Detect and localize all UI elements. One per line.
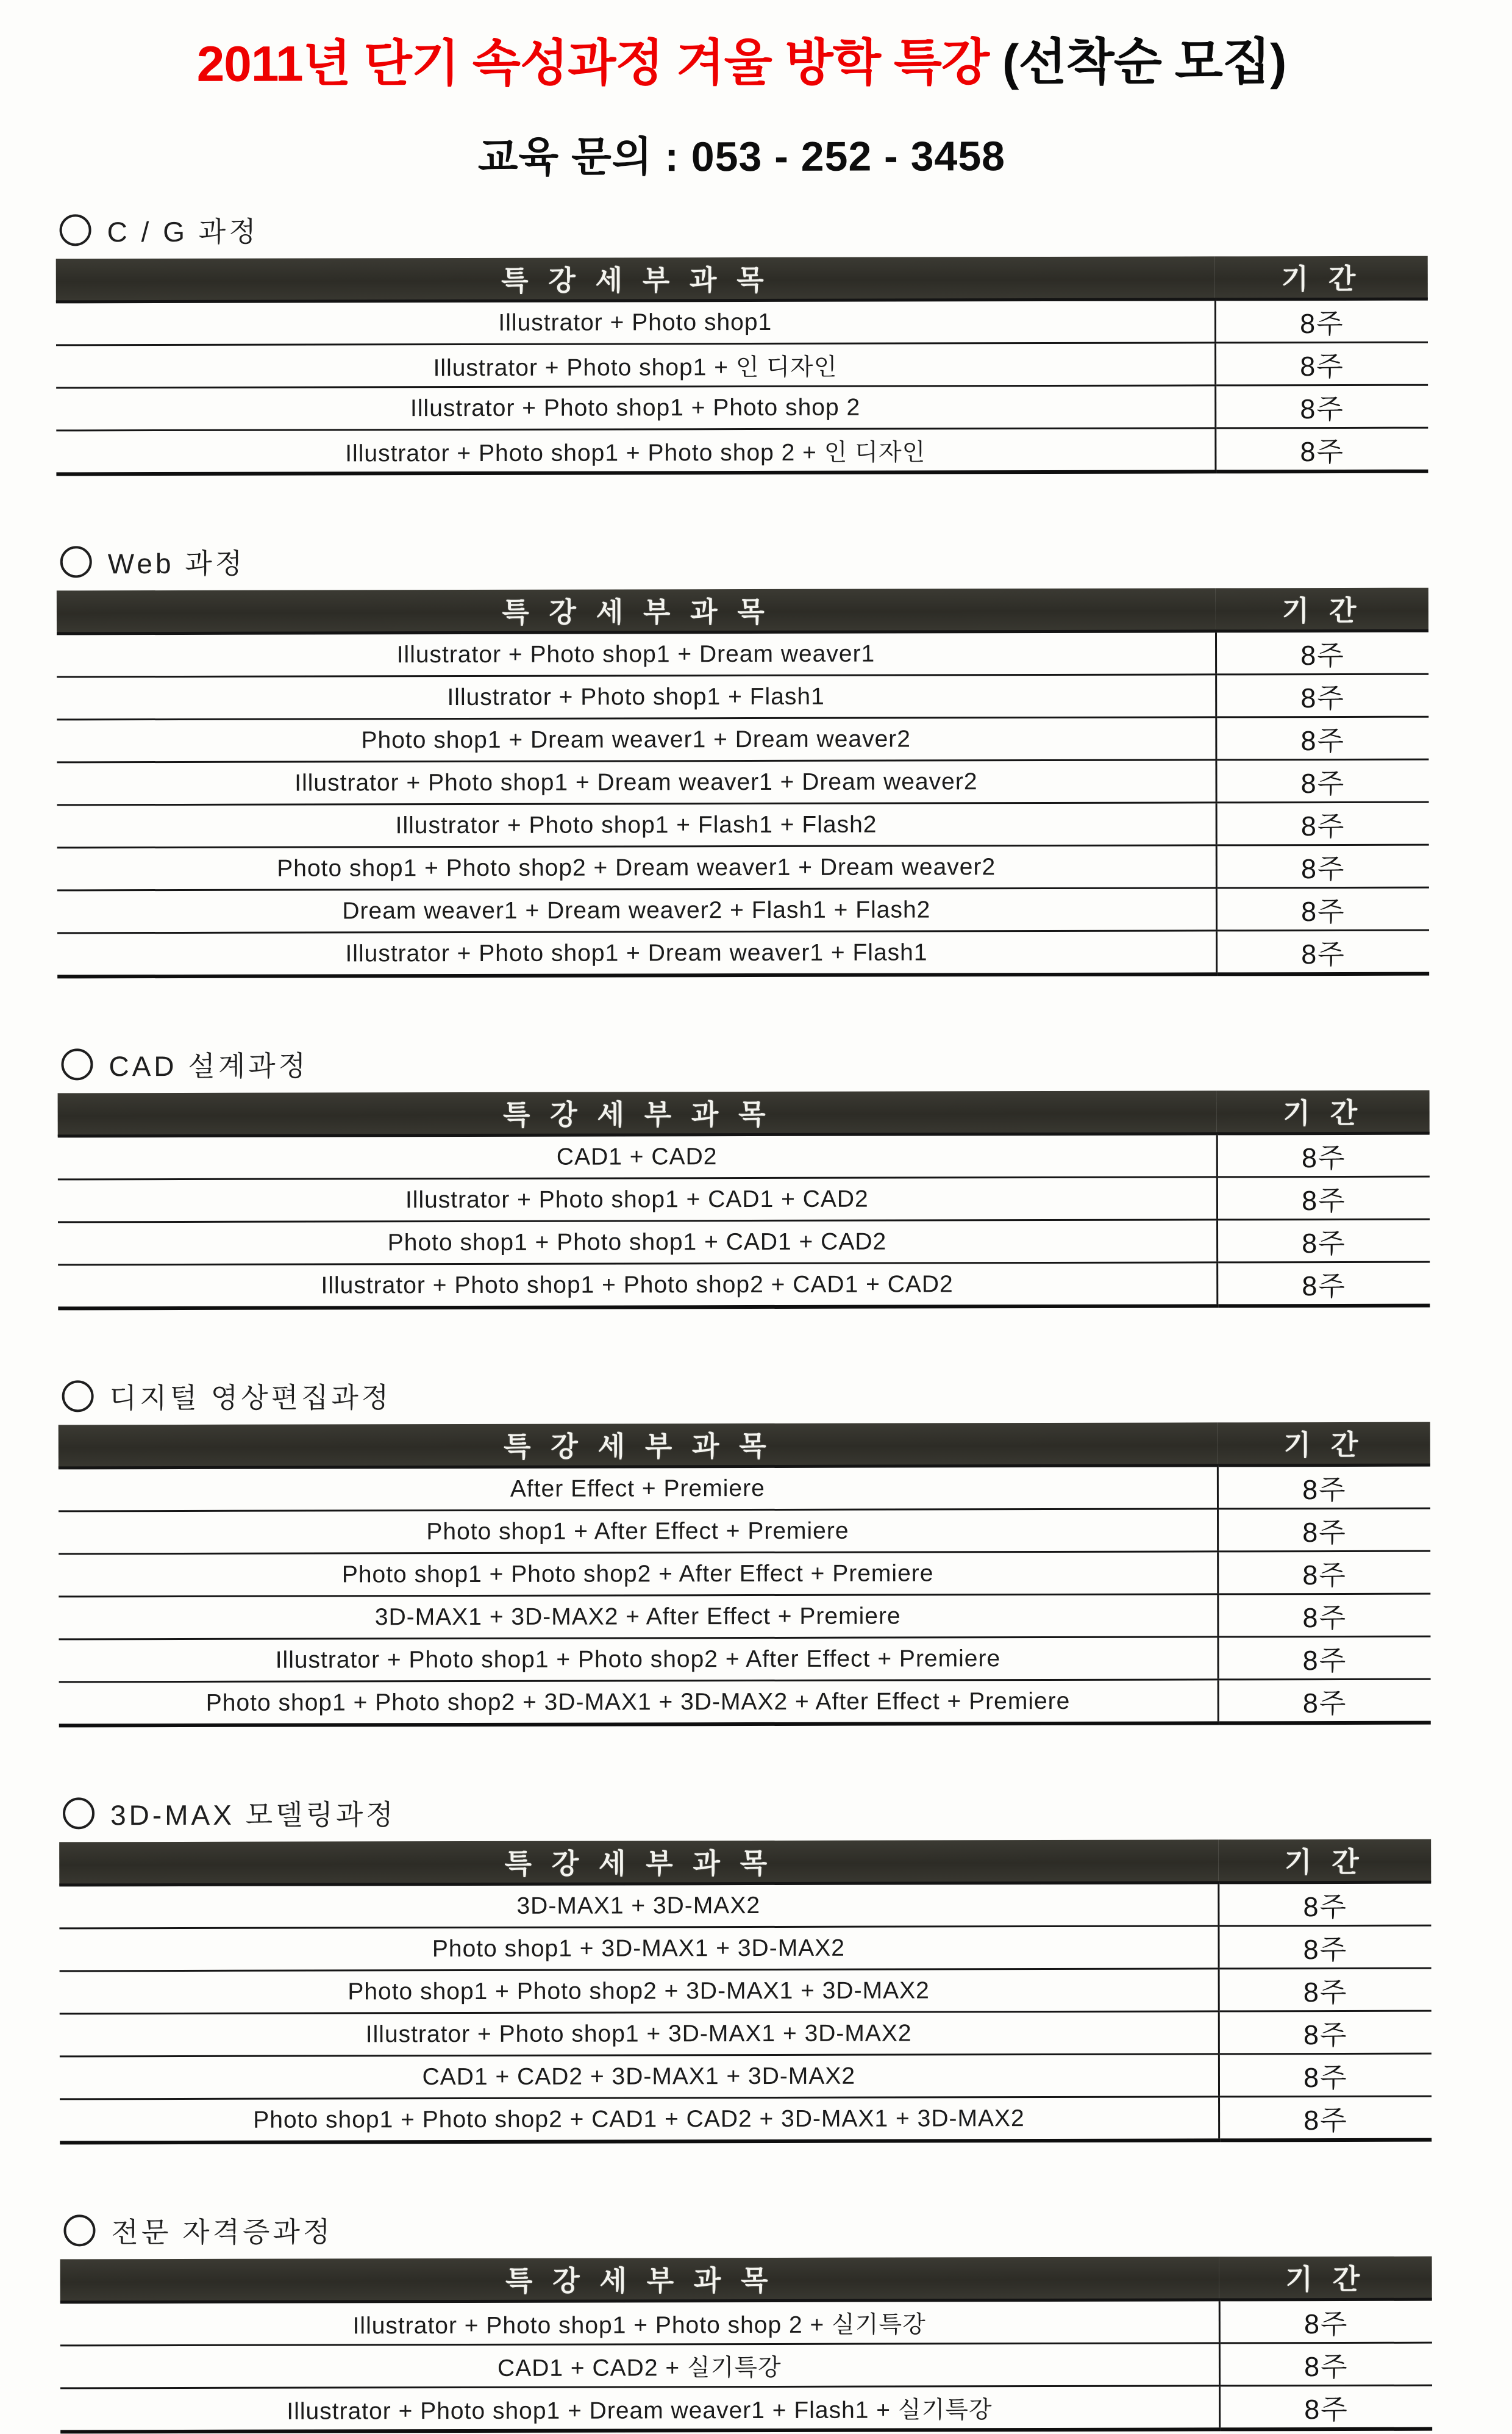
column-header-subject: 특 강 세 부 과 목 (56, 256, 1215, 301)
duration-cell: 8주 (1218, 1636, 1431, 1680)
duration-cell: 8주 (1216, 717, 1429, 760)
page-title-red: 2011년 단기 속성과정 겨울 방학 특강 (196, 35, 1003, 92)
table-body (58, 1133, 1430, 1308)
section-heading (60, 539, 1428, 582)
circle-bullet-icon (60, 546, 92, 578)
table-row (58, 1262, 1430, 1308)
subject-cell: Photo shop1 + Photo shop2 + 3D-MAX1 + 3D-MAX2 (60, 1969, 1219, 2014)
duration-cell: 8주 (1216, 631, 1428, 675)
duration-cell: 8주 (1218, 1594, 1431, 1637)
duration-cell: 8주 (1218, 1551, 1430, 1594)
circle-bullet-icon (63, 2214, 95, 2246)
course-table (60, 2257, 1433, 2434)
course-sections (56, 207, 1433, 2434)
table-row (59, 1594, 1430, 1639)
duration-cell: 8주 (1216, 802, 1429, 845)
table-row (57, 845, 1429, 890)
subject-cell: Illustrator + Photo shop1 + Dream weaver1 + Flash1 (57, 931, 1216, 976)
duration-cell: 8주 (1219, 2011, 1432, 2054)
table-row (57, 674, 1428, 720)
contact-phone: 교육 문의 : 053 - 252 - 3458 (477, 133, 1006, 181)
subject-cell: Photo shop1 + Photo shop2 + Dream weaver1 + Dream weaver2 (57, 845, 1216, 890)
table-header-row (59, 1422, 1430, 1468)
duration-cell: 8주 (1219, 2385, 1432, 2429)
course-table (58, 1090, 1430, 1311)
section-title-label: CAD 설계과정 (109, 1050, 309, 1083)
course-table (59, 1422, 1431, 1728)
table-row (56, 299, 1428, 345)
subject-cell: Photo shop1 + Photo shop2 + CAD1 + CAD2 + 3D-MAX1 + 3D-MAX2 (60, 2097, 1219, 2142)
section-title-label: 디지털 영상편집과정 (109, 1381, 392, 1414)
table-row (58, 1133, 1430, 1179)
duration-cell: 8주 (1216, 759, 1429, 803)
circle-bullet-icon (60, 214, 91, 246)
course-table (56, 256, 1428, 476)
table-row (59, 1636, 1430, 1682)
duration-cell: 8주 (1215, 342, 1428, 385)
duration-cell: 8주 (1218, 1508, 1430, 1552)
duration-cell: 8주 (1216, 845, 1429, 888)
page-title (55, 22, 1427, 96)
section-title-label: Web 과정 (107, 547, 246, 580)
table-row (56, 385, 1428, 431)
table-header-row (57, 588, 1428, 634)
table-row (59, 1508, 1430, 1554)
subject-cell: CAD1 + CAD2 + 3D-MAX1 + 3D-MAX2 (60, 2054, 1219, 2099)
column-header-duration: 기 간 (1219, 2257, 1432, 2300)
table-row (57, 930, 1429, 976)
course-section (57, 539, 1429, 979)
table-header-row (59, 1839, 1431, 1885)
section-heading (60, 207, 1428, 251)
table-row (59, 1465, 1430, 1511)
duration-cell: 8주 (1218, 1465, 1430, 1509)
subject-cell: 3D-MAX1 + 3D-MAX2 (59, 1883, 1218, 1928)
page-title-black: (선착순 모집) (1002, 34, 1286, 91)
table-row (59, 1882, 1431, 1928)
subject-cell: Photo shop1 + Photo shop2 + 3D-MAX1 + 3D-MAX2 + After Effect + Premiere (59, 1680, 1218, 1725)
circle-bullet-icon (61, 1048, 93, 1080)
subject-cell: Illustrator + Photo shop1 + Photo shop2 + After Effect + Premiere (59, 1637, 1218, 1682)
course-table (57, 588, 1429, 979)
subject-cell: Illustrator + Photo shop1 + Photo shop 2 + 실기특강 (60, 2300, 1219, 2346)
subject-cell: Photo shop1 + Photo shop1 + CAD1 + CAD2 (58, 1220, 1217, 1265)
duration-cell: 8주 (1216, 428, 1428, 471)
duration-cell: 8주 (1219, 2299, 1432, 2343)
table-header-row (60, 2257, 1432, 2302)
course-section (59, 1791, 1432, 2145)
table-row (58, 1176, 1430, 1222)
duration-cell: 8주 (1217, 1262, 1430, 1306)
table-row (58, 1219, 1430, 1265)
subject-cell: Illustrator + Photo shop1 + CAD1 + CAD2 (58, 1177, 1217, 1222)
table-row (60, 2053, 1432, 2099)
course-section (57, 1042, 1430, 1311)
subject-cell: Illustrator + Photo shop1 + 인 디자인 (56, 343, 1215, 388)
column-header-duration: 기 간 (1217, 1090, 1430, 1134)
subject-cell: Illustrator + Photo shop1 + Photo shop2 + CAD1 + CAD2 (58, 1262, 1217, 1308)
table-row (60, 2096, 1432, 2142)
table-body (57, 631, 1429, 976)
table-row (60, 2385, 1432, 2432)
duration-cell: 8주 (1219, 2096, 1432, 2140)
column-header-duration: 기 간 (1218, 1839, 1431, 1883)
section-heading (62, 1373, 1430, 1417)
table-row (60, 2299, 1432, 2346)
duration-cell: 8주 (1216, 887, 1429, 931)
table-row (60, 2011, 1432, 2056)
subject-cell: Illustrator + Photo shop1 + Dream weaver1 + Dream weaver2 (57, 760, 1216, 805)
table-row (60, 2343, 1432, 2388)
circle-bullet-icon (63, 1797, 94, 1829)
subject-cell: Illustrator + Photo shop1 + Flash1 (57, 675, 1216, 720)
course-table (59, 1839, 1432, 2145)
column-header-subject: 특 강 세 부 과 목 (60, 2257, 1219, 2302)
duration-cell: 8주 (1219, 2053, 1432, 2097)
column-header-subject: 특 강 세 부 과 목 (57, 588, 1216, 633)
duration-cell: 8주 (1219, 1968, 1432, 2011)
subject-cell: Photo shop1 + Dream weaver1 + Dream weaver2 (57, 717, 1216, 762)
subject-cell: Illustrator + Photo shop1 + Dream weaver1 + Flash1 + 실기특강 (60, 2386, 1219, 2432)
column-header-duration: 기 간 (1218, 1422, 1430, 1466)
subject-cell: Photo shop1 + Photo shop2 + After Effect + Premiere (59, 1552, 1218, 1597)
subject-cell: 3D-MAX1 + 3D-MAX2 + After Effect + Premiere (59, 1594, 1218, 1639)
duration-cell: 8주 (1219, 2343, 1432, 2386)
table-body (59, 1465, 1431, 1725)
section-title-label: C / G 과정 (107, 215, 259, 248)
duration-cell: 8주 (1219, 1882, 1432, 1926)
table-row (59, 1679, 1431, 1725)
table-body (59, 1882, 1432, 2142)
subject-cell: Dream weaver1 + Dream weaver2 + Flash1 + Flash2 (57, 888, 1216, 933)
duration-cell: 8주 (1216, 674, 1428, 717)
table-row (57, 887, 1429, 933)
table-row (56, 342, 1428, 388)
duration-cell: 8주 (1218, 1679, 1431, 1723)
duration-cell: 8주 (1219, 1925, 1432, 1969)
subject-cell: CAD1 + CAD2 (58, 1134, 1217, 1179)
subject-cell: Photo shop1 + After Effect + Premiere (59, 1509, 1218, 1554)
section-heading (63, 1791, 1431, 1834)
column-header-duration: 기 간 (1215, 256, 1428, 299)
table-header-row (58, 1090, 1430, 1136)
table-row (57, 802, 1429, 848)
section-title-label: 전문 자격증과정 (111, 2216, 333, 2249)
subject-cell: Illustrator + Photo shop1 (56, 299, 1215, 345)
course-section (59, 1373, 1431, 1728)
subject-cell: Illustrator + Photo shop1 + Flash1 + Flash2 (57, 803, 1216, 848)
column-header-subject: 특 강 세 부 과 목 (59, 1422, 1218, 1467)
duration-cell: 8주 (1217, 1133, 1430, 1177)
duration-cell: 8주 (1216, 930, 1429, 974)
duration-cell: 8주 (1217, 1176, 1430, 1220)
course-section (60, 2208, 1432, 2434)
table-row (57, 631, 1428, 677)
course-section (56, 207, 1428, 476)
table-body (56, 299, 1428, 474)
table-header-row (56, 256, 1428, 302)
section-heading (63, 2208, 1432, 2251)
duration-cell: 8주 (1215, 299, 1428, 343)
table-row (56, 428, 1428, 474)
section-heading (61, 1042, 1429, 1085)
column-header-subject: 특 강 세 부 과 목 (59, 1839, 1218, 1885)
table-row (59, 1925, 1431, 1971)
subject-cell: Illustrator + Photo shop1 + Photo shop 2 + 인 디자인 (56, 428, 1215, 474)
table-row (59, 1551, 1430, 1597)
column-header-subject: 특 강 세 부 과 목 (58, 1090, 1217, 1136)
subject-cell: Illustrator + Photo shop1 + Photo shop 2 (56, 385, 1215, 431)
subject-cell: CAD1 + CAD2 + 실기특강 (60, 2343, 1219, 2388)
duration-cell: 8주 (1215, 385, 1428, 428)
section-title-label: 3D-MAX 모델링과정 (110, 1799, 396, 1831)
table-row (60, 1968, 1432, 2014)
subject-cell: Illustrator + Photo shop1 + 3D-MAX1 + 3D-MAX2 (60, 2011, 1219, 2056)
duration-cell: 8주 (1217, 1219, 1430, 1262)
subject-cell: Illustrator + Photo shop1 + Dream weaver1 (57, 631, 1216, 677)
table-body (60, 2299, 1432, 2432)
subject-cell: Photo shop1 + 3D-MAX1 + 3D-MAX2 (59, 1926, 1218, 1971)
table-row (57, 759, 1428, 805)
table-row (57, 717, 1428, 762)
subject-cell: After Effect + Premiere (59, 1466, 1218, 1511)
circle-bullet-icon (62, 1380, 94, 1412)
column-header-duration: 기 간 (1216, 588, 1428, 631)
